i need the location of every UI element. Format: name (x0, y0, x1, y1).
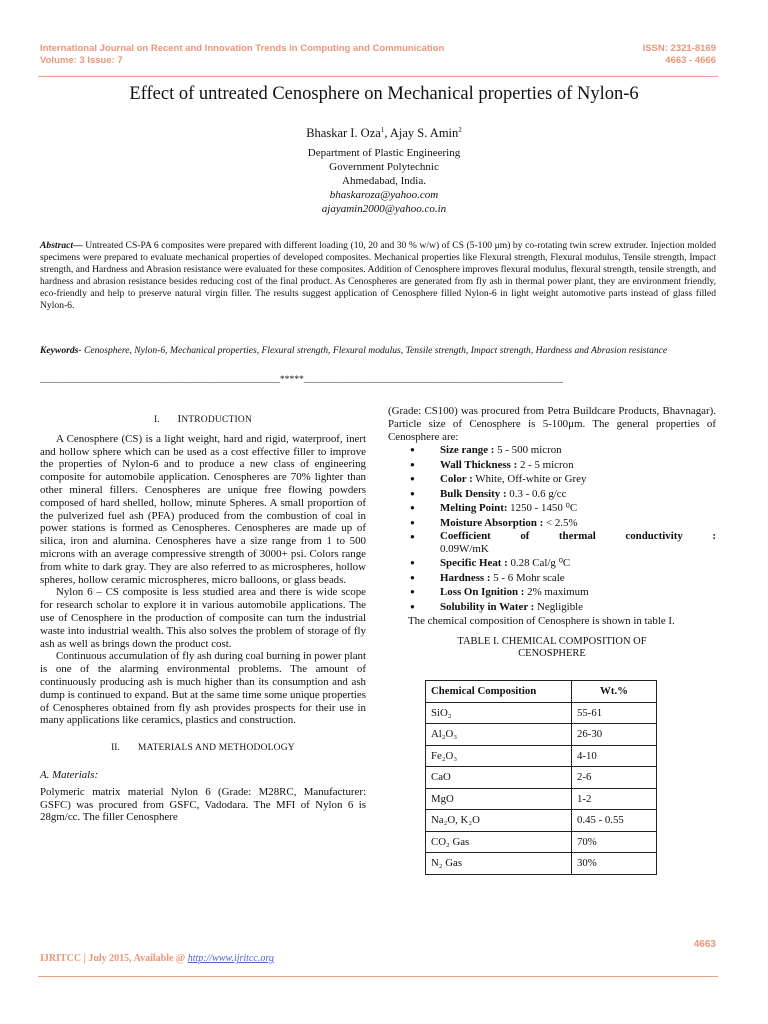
author-line (0, 126, 768, 141)
section-separator: __________________________________________________*****______________________________________________________ (40, 374, 563, 385)
property-item: ● Solubility in Water : Negligible (388, 600, 716, 615)
table-cell: Na₂O, K₂O (426, 810, 572, 832)
author-2-affil-mark: 2 (458, 126, 462, 134)
section-title: MATERIALS AND METHODOLOGY (137, 743, 295, 754)
footer-rule (38, 976, 718, 977)
property-item: ● Size range : 5 - 500 micron (388, 443, 716, 458)
author-email-1[interactable]: bhaskaroza@yahoo.com (329, 189, 439, 201)
affiliation-dept: Department of Plastic Engineering (307, 147, 461, 159)
table-cell: N₂ Gas (426, 853, 572, 875)
right-column (388, 405, 716, 875)
chemical-composition-table (425, 680, 657, 875)
chemical-composition-intro: The chemical composition of Cenosphere is shown in table I. (408, 615, 675, 628)
section-title-rest: NTRODUCTION (181, 415, 253, 425)
table-cell: 1-2 (572, 788, 657, 810)
keywords (40, 345, 716, 357)
table-row (426, 767, 657, 789)
materials-paragraph-continued: (Grade: CS100) was procured from Petra Buildcare Products, Bhavnagar). Particle size of Cenosphere is 5-100μm. The general properties of Cenosphere are: (388, 405, 716, 443)
affiliation-city: Ahmedabad, India. (342, 175, 426, 187)
footer-label: IJRITCC | July 2015, Available @ (40, 953, 188, 964)
keywords-text: Cenosphere, Nylon-6, Mechanical properties, Flexural strength, Flexural modulus, Tensile strength, Impact strength, Hardness and Abrasion resistance (81, 345, 668, 356)
table-cell: MgO (426, 788, 572, 810)
table-header-cell: Chemical Composition (426, 681, 572, 703)
property-item: ● Hardness : 5 - 6 Mohr scale (388, 571, 716, 586)
table-caption-line-1: TABLE I. CHEMICAL COMPOSITION OF (457, 636, 647, 648)
journal-name: International Journal on Recent and Innovation Trends in Computing and Communication (40, 43, 445, 54)
table-cell: CaO (426, 767, 572, 789)
abstract-text: Untreated CS-PA 6 composites were prepared with different loading (10, 20 and 30 % w/w) of CS (5-100 μm) by co-rotating twin screw extruder. Injection molded specimens were prepared to evaluate mechanical properties of developed composites. Mechanical properties like Flexural strength, Flexural modulus, Tensile strength, Impact strength, and Hardness and Abrasion resistance were evaluated for these composites. Addition of Cenosphere improves flexural modulus, flexural strength, tensile strength, and hardness and abrasion resistance besides reducing cost of the final product. As Cenospheres are generated from fly ash in thermal power plant, they are environment friendly, eco-friendly and help to preserve natural virgin filler. The results suggest application of Cenosphere filled Nylon-6 in light weight automotive parts instead of glass filled Nylon-6. (40, 240, 716, 311)
table-cell: Fe₂O₃ (426, 745, 572, 767)
journal-website-link[interactable]: http://www.ijritcc.org (187, 953, 274, 964)
author-email-2[interactable]: ajayamin2000@yahoo.co.in (321, 203, 447, 215)
abstract (40, 240, 716, 311)
table-cell: SiO₂ (426, 702, 572, 724)
property-item: ● Wall Thickness : 2 - 5 micron (388, 458, 716, 473)
affiliation-block (0, 146, 768, 216)
table-caption-line-2: CENOSPHERE (518, 648, 586, 660)
paper-title: Effect of untreated Cenosphere on Mechanical properties of Nylon-6 (129, 84, 639, 104)
table-row (426, 745, 657, 767)
abstract-label: Abstract— (40, 240, 83, 251)
journal-pages: 4663 - 4666 (665, 55, 716, 66)
property-item: ● Color : White, Off-white or Grey (388, 472, 716, 487)
section-number: I. (153, 415, 160, 425)
footer-text (40, 953, 274, 964)
materials-paragraph: Polymeric matrix material Nylon 6 (Grade: M28RC, Manufacturer: GSFC) was procured from GSFC, Vadodara. The MFI of Nylon 6 is 28gm/cc. The filler Cenosphere (40, 785, 366, 824)
author-separator: , (384, 126, 390, 141)
table-row (426, 831, 657, 853)
keywords-label: Keywords- (40, 345, 82, 356)
page-number: 4663 (693, 939, 716, 950)
property-item: ● Specific Heat : 0.28 Cal/g ⁰C (388, 556, 716, 571)
table-header-row (426, 681, 657, 703)
property-item: ● Bulk Density : 0.3 - 0.6 g/cc (388, 487, 716, 502)
table-caption (388, 636, 716, 660)
table-cell: 26-30 (572, 724, 657, 746)
author-1: Bhaskar I. Oza (306, 126, 381, 141)
property-item: ● Moisture Absorption : < 2.5% (388, 516, 716, 531)
table-header-cell: Wt.% (572, 681, 657, 703)
property-item: ● Melting Point: 1250 - 1450 ⁰C (388, 501, 716, 516)
left-column (40, 413, 366, 824)
author-2: Ajay S. Amin (389, 126, 459, 141)
journal-issn-block (560, 43, 716, 67)
table-row (426, 853, 657, 875)
section-heading-materials (40, 742, 366, 755)
header-rule (38, 76, 718, 77)
table-row (426, 724, 657, 746)
subsection-materials: A. Materials: (40, 768, 99, 781)
table-row (426, 810, 657, 832)
property-item: ● Coefficient of thermal conductivity : 0.09W/mK (388, 530, 716, 556)
table-cell: 0.45 - 0.55 (572, 810, 657, 832)
table-cell: 4-10 (572, 745, 657, 767)
section-number: II. (111, 743, 120, 754)
table-cell: 2-6 (572, 767, 657, 789)
intro-paragraph-3: Continuous accumulation of fly ash during coal burning in power plant is one of the alarming environmental problems. The amount of continuously producing ash is much higher than its consumption and ash dump is continued to expand. But at the same time some unique properties of Cenospheres obtained from fly ash provides prospects for their use in many applications like ceramics, plastics and construction. (40, 650, 366, 727)
section-heading-introduction (40, 413, 366, 427)
journal-volume: Volume: 3 Issue: 7 (40, 55, 123, 66)
properties-list (388, 443, 716, 614)
intro-paragraph-1: A Cenosphere (CS) is a light weight, hard and rigid, waterproof, inert and hollow sphere which can be used as a cost effective filler to improve the properties of Nylon-6 and to produce a new class of engineering composite for automobile application. Cenospheres are 70% lighter than other mineral fillers. Cenospheres are unique free flowing powders composed of hard shelled, hollow, minute Spheres. A small proportion of the pulverized fuel ash (PFA) produced from the combustion of coal in power stations is formed as Cenospheres. Cenospheres are made up of silica, iron and alumina. Cenospheres have a size range from 1 to 500 microns with an average compressive strength of 3000+ psi. Colors range from white to dark gray. They are also referred to as microspheres, hollow spheres, hollow ceramic microspheres, micro balloons, or glass beads. (40, 432, 366, 586)
section-title-initial: I (177, 413, 182, 425)
intro-paragraph-2: Nylon 6 – CS composite is less studied area and there is wide scope for research scholar to explore it in various automobile applications. The use of Cenosphere in the production of composite can turn the industrial waste into industrial wealth. This also solves the problem of storage of fly ash as well as brings down the product cost. (40, 586, 366, 650)
author-1-affil-mark: 1 (380, 126, 385, 134)
journal-issn: ISSN: 2321-8169 (642, 43, 716, 54)
table-cell: 55-61 (572, 702, 657, 724)
table-cell: 30% (572, 853, 657, 875)
table-row (426, 702, 657, 724)
table-cell: CO₂ Gas (426, 831, 572, 853)
property-item: ● Loss On Ignition : 2% maximum (388, 585, 716, 600)
table-cell: Al₂O₃ (426, 724, 572, 746)
journal-header (40, 43, 444, 67)
table-row (426, 788, 657, 810)
affiliation-institution: Government Polytechnic (329, 161, 439, 173)
table-cell: 70% (572, 831, 657, 853)
